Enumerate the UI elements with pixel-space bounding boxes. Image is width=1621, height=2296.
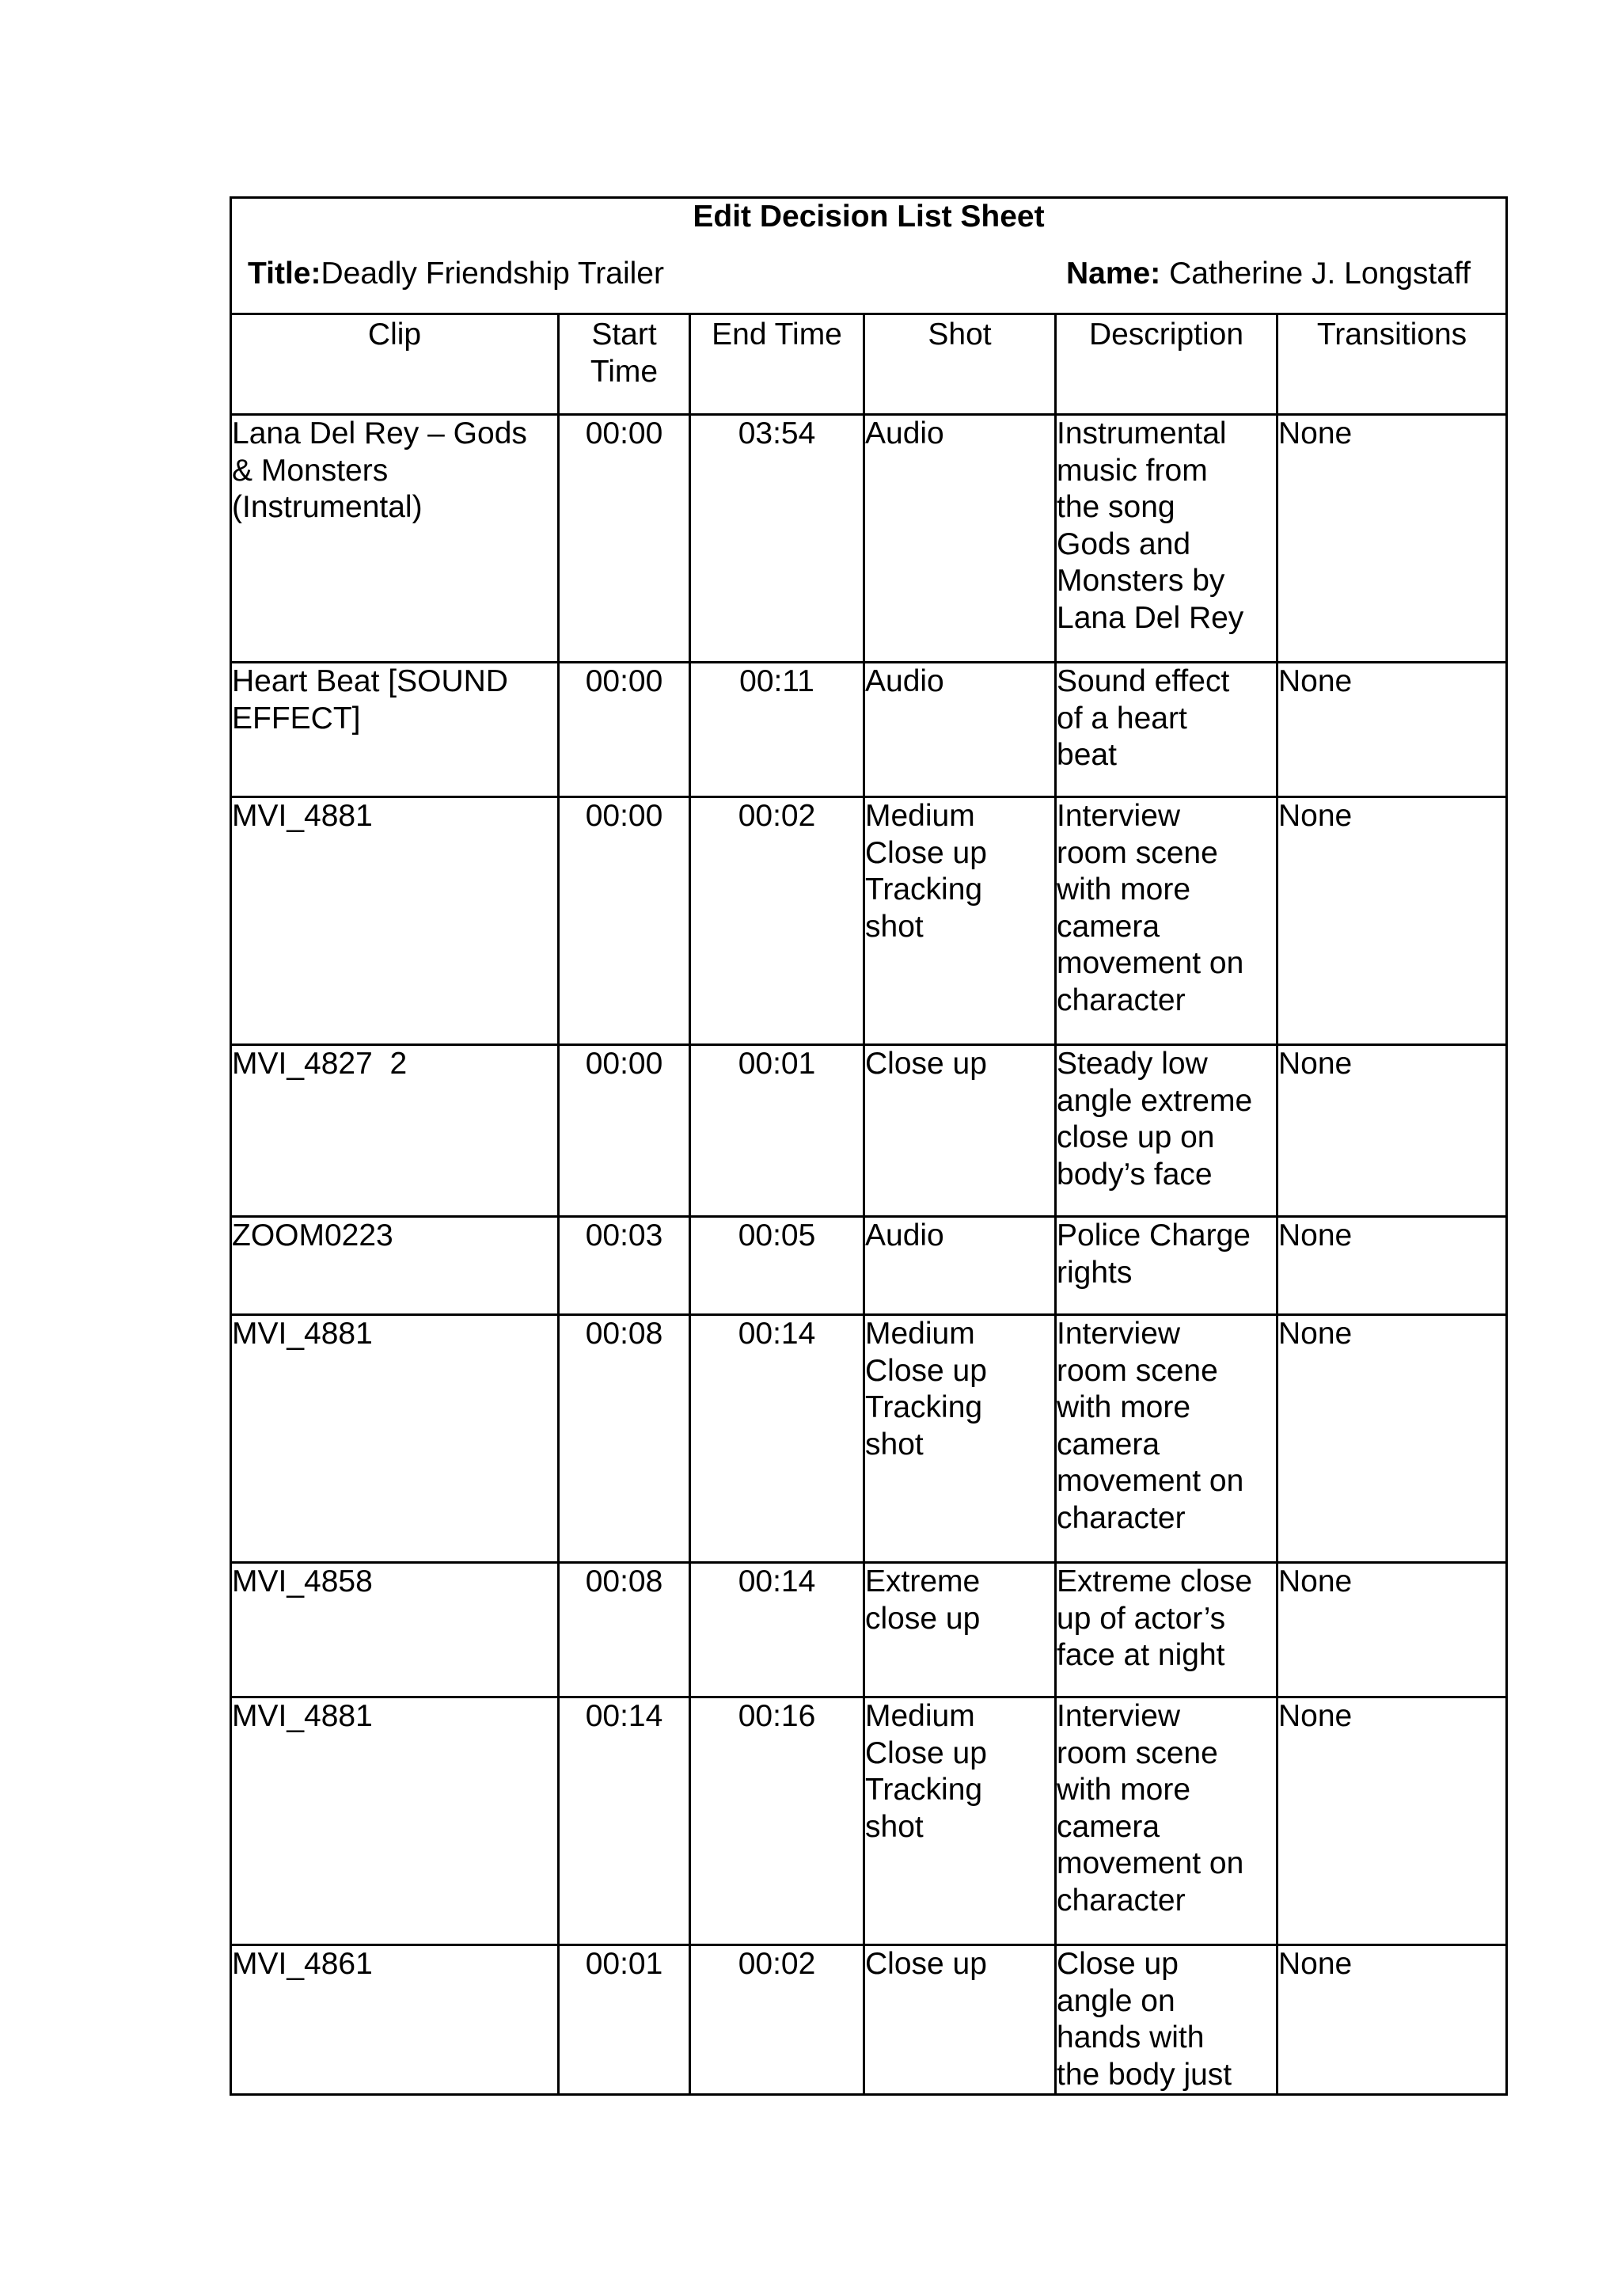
start-time-cell: 00:08 [559, 1315, 690, 1563]
end-time-cell: 00:11 [690, 663, 864, 797]
table-row [231, 1697, 1507, 1945]
description-cell-line: character [1057, 1883, 1186, 1918]
description-cell-line: Gods and [1057, 526, 1191, 561]
transition-cell: None [1277, 663, 1507, 797]
description-cell-line: up of actor’s [1057, 1601, 1226, 1636]
shot-cell [864, 663, 1056, 797]
description-cell-line: Steady low [1057, 1047, 1208, 1081]
table-row [231, 1945, 1507, 2095]
description-cell-line: camera [1057, 1809, 1160, 1844]
description-cell-line: Police Charge [1057, 1218, 1251, 1253]
description-cell-line: character [1057, 1500, 1186, 1535]
end-time-cell: 00:14 [690, 1563, 864, 1697]
column-header-clip: Clip [231, 314, 559, 415]
sheet-header-cell [231, 198, 1507, 314]
description-cell-line: with more [1057, 1390, 1191, 1425]
description-cell-line: with more [1057, 872, 1191, 907]
shot-cell-line: Medium [865, 1317, 975, 1351]
description-cell-line: room scene [1057, 1353, 1218, 1388]
shot-cell-line: Tracking [865, 872, 983, 907]
description-cell [1056, 1315, 1277, 1563]
description-cell-line: movement on [1057, 1464, 1244, 1499]
clip-cell [231, 1045, 559, 1217]
shot-cell-line: shot [865, 1427, 924, 1462]
shot-cell [864, 1315, 1056, 1563]
start-time-cell: 00:01 [559, 1945, 690, 2095]
shot-cell-line: Close up [865, 1735, 987, 1770]
transition-cell: None [1277, 797, 1507, 1045]
end-time-cell: 00:16 [690, 1697, 864, 1945]
clip-cell [231, 1315, 559, 1563]
clip-cell [231, 1217, 559, 1315]
shot-cell-line: Audio [865, 416, 944, 450]
description-cell-line: room scene [1057, 835, 1218, 870]
transition-cell: None [1277, 1945, 1507, 2095]
clip-cell-line: EFFECT] [232, 701, 361, 736]
description-cell-line: Interview [1057, 1317, 1181, 1351]
clip-cell-line: MVI_4858 [232, 1564, 373, 1598]
description-cell-line: angle on [1057, 1983, 1175, 2018]
description-cell [1056, 1045, 1277, 1217]
start-time-cell: 00:00 [559, 797, 690, 1045]
table-row [231, 1045, 1507, 1217]
transition-cell: None [1277, 415, 1507, 663]
shot-cell-line: Tracking [865, 1390, 983, 1425]
description-cell [1056, 797, 1277, 1045]
end-time-cell: 00:05 [690, 1217, 864, 1315]
description-cell-line: beat [1057, 738, 1117, 773]
table-body [231, 198, 1507, 2095]
shot-cell-line: Close up [865, 1047, 987, 1081]
name-label: Name: [1066, 257, 1161, 291]
transition-cell: None [1277, 1563, 1507, 1697]
title-field [248, 256, 664, 292]
clip-cell-line: (Instrumental) [232, 490, 423, 525]
transition-cell: None [1277, 1045, 1507, 1217]
shot-cell-line: Audio [865, 664, 944, 698]
end-time-cell: 03:54 [690, 415, 864, 663]
description-cell-line: angle extreme [1057, 1083, 1253, 1118]
clip-cell [231, 1945, 559, 2095]
column-header-shot: Shot [864, 314, 1056, 415]
end-time-cell: 00:02 [690, 1945, 864, 2095]
shot-cell-line: Close up [865, 1353, 987, 1388]
shot-cell-line: shot [865, 1809, 924, 1844]
description-cell-line: the body just [1057, 2057, 1232, 2092]
shot-cell-line: Close up [865, 1947, 987, 1981]
description-cell [1056, 663, 1277, 797]
end-time-cell: 00:01 [690, 1045, 864, 1217]
shot-cell-line: Tracking [865, 1773, 983, 1808]
description-cell-line: Close up [1057, 1947, 1179, 1981]
table-row [231, 415, 1507, 663]
description-cell [1056, 415, 1277, 663]
end-time-cell: 00:14 [690, 1315, 864, 1563]
shot-cell-line: Extreme [865, 1564, 981, 1598]
clip-cell-line: ZOOM0223 [232, 1218, 393, 1253]
start-time-header-text: Start Time [590, 317, 659, 389]
start-time-cell: 00:00 [559, 663, 690, 797]
shot-cell [864, 1217, 1056, 1315]
description-cell-line: camera [1057, 909, 1160, 944]
clip-cell-line: MVI_4881 [232, 799, 373, 833]
shot-cell-line: Medium [865, 799, 975, 833]
description-cell-line: movement on [1057, 946, 1244, 981]
transition-cell: None [1277, 1697, 1507, 1945]
start-time-cell: 00:03 [559, 1217, 690, 1315]
clip-cell [231, 663, 559, 797]
title-label: Title: [248, 257, 321, 291]
description-cell-line: movement on [1057, 1846, 1244, 1881]
table-row [231, 1563, 1507, 1697]
shot-cell [864, 1563, 1056, 1697]
title-value: Deadly Friendship Trailer [321, 257, 664, 291]
clip-cell-line: MVI_4827 2 [232, 1047, 408, 1081]
shot-cell [864, 1045, 1056, 1217]
description-cell-line: Instrumental [1057, 416, 1227, 450]
description-cell-line: camera [1057, 1427, 1160, 1462]
shot-cell-line: Medium [865, 1699, 975, 1733]
description-cell-line: Extreme close [1057, 1564, 1253, 1598]
description-cell-line: the song [1057, 490, 1175, 525]
edit-decision-list-table [230, 196, 1508, 2096]
start-time-cell: 00:14 [559, 1697, 690, 1945]
clip-cell-line: Heart Beat [SOUND [232, 664, 508, 698]
description-cell-line: close up on [1057, 1120, 1215, 1155]
shot-cell-line: Audio [865, 1218, 944, 1253]
column-header-row [231, 314, 1507, 415]
clip-cell-line: MVI_4861 [232, 1947, 373, 1981]
end-time-cell: 00:02 [690, 797, 864, 1045]
description-cell-line: body’s face [1057, 1157, 1213, 1192]
description-cell-line: of a heart [1057, 701, 1187, 736]
column-header-end-time: End Time [690, 314, 864, 415]
start-time-cell: 00:00 [559, 415, 690, 663]
description-cell-line: face at night [1057, 1638, 1225, 1673]
description-cell-line: Interview [1057, 1699, 1181, 1733]
description-cell-line: Sound effect [1057, 664, 1230, 698]
description-cell-line: hands with [1057, 2020, 1205, 2055]
shot-cell-line: Close up [865, 835, 987, 870]
sheet-header-row [231, 198, 1507, 314]
description-cell-line: Lana Del Rey [1057, 600, 1244, 635]
clip-cell [231, 797, 559, 1045]
clip-cell [231, 1563, 559, 1697]
table-row [231, 1315, 1507, 1563]
description-cell [1056, 1217, 1277, 1315]
column-header-transitions: Transitions [1277, 314, 1507, 415]
clip-cell-line: Lana Del Rey – Gods [232, 416, 527, 450]
description-cell-line: with more [1057, 1773, 1191, 1808]
column-header-start-time [559, 314, 690, 415]
table-row [231, 663, 1507, 797]
table-row [231, 797, 1507, 1045]
description-cell-line: music from [1057, 453, 1208, 488]
description-cell [1056, 1563, 1277, 1697]
description-cell [1056, 1697, 1277, 1945]
shot-cell [864, 1945, 1056, 2095]
sheet-heading: Edit Decision List Sheet [693, 200, 1045, 234]
description-cell-line: rights [1057, 1255, 1133, 1290]
column-header-description: Description [1056, 314, 1277, 415]
clip-cell [231, 1697, 559, 1945]
shot-cell [864, 797, 1056, 1045]
name-value: Catherine J. Longstaff [1169, 257, 1471, 291]
description-cell-line: Monsters by [1057, 564, 1225, 599]
start-time-cell: 00:08 [559, 1563, 690, 1697]
shot-cell [864, 415, 1056, 663]
shot-cell-line: close up [865, 1601, 981, 1636]
description-cell-line: room scene [1057, 1735, 1218, 1770]
start-time-cell: 00:00 [559, 1045, 690, 1217]
name-field [1066, 256, 1471, 292]
clip-cell [231, 415, 559, 663]
transition-cell: None [1277, 1315, 1507, 1563]
description-cell-line: character [1057, 983, 1186, 1017]
clip-cell-line: MVI_4881 [232, 1317, 373, 1351]
table-row [231, 1217, 1507, 1315]
shot-cell [864, 1697, 1056, 1945]
clip-cell-line: MVI_4881 [232, 1699, 373, 1733]
transition-cell: None [1277, 1217, 1507, 1315]
description-cell-line: Interview [1057, 799, 1181, 833]
shot-cell-line: shot [865, 909, 924, 944]
description-cell [1056, 1945, 1277, 2095]
clip-cell-line: & Monsters [232, 453, 389, 488]
